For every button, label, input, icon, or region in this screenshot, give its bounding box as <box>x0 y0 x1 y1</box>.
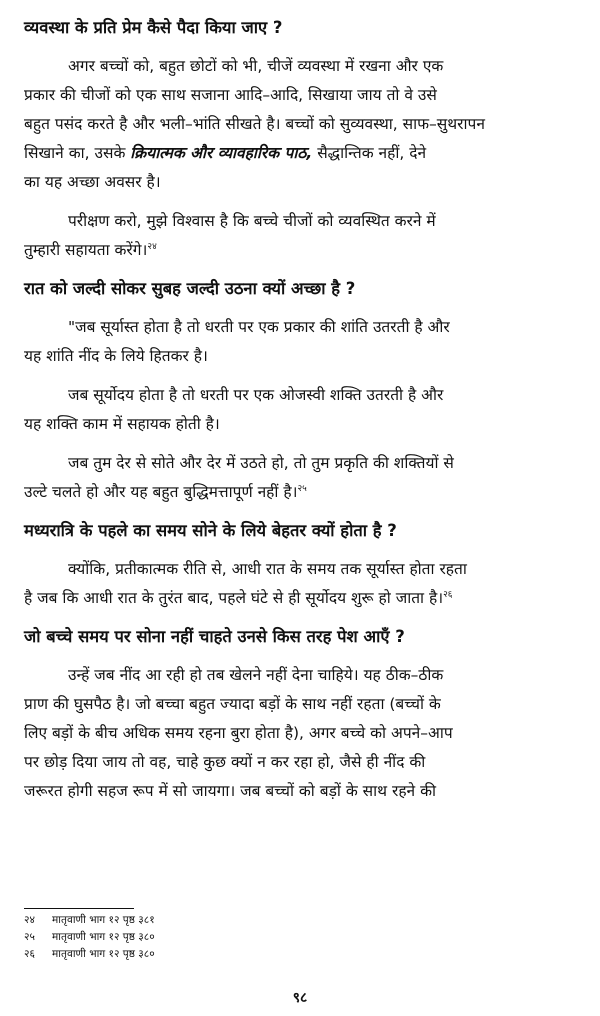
footnote <box>24 912 155 929</box>
text-line: लिए बड़ों के बीच अधिक समय रहना बुरा होता है), अगर बच्चे को अपने–आप <box>24 724 453 742</box>
text-line: पर छोड़ दिया जाय तो वह, चाहे कुछ क्यों न कर रहा हो, जैसे ही नींद की <box>24 753 426 771</box>
text-line: यह शक्ति काम में सहायक होती है। <box>24 415 220 433</box>
text-fragment: उल्टे चलते हो और यह बहुत बुद्धिमत्तापूर्ण नहीं है। <box>24 483 298 501</box>
footnote <box>24 929 155 946</box>
footnote <box>24 946 155 963</box>
section-heading: रात को जल्दी सोकर सुबह जल्दी उठना क्यों अच्छा है ? <box>24 279 356 298</box>
text-line: प्राण की घुसपैठ है। जो बच्चा बहुत ज्यादा बड़ों के साथ नहीं रहता (बच्चों के <box>24 695 441 713</box>
footnote-ref: २४ <box>147 241 157 252</box>
text-fragment: है जब कि आधी रात के तुरंत बाद, पहले घंटे से ही सूर्योदय शुरू हो जाता है। <box>24 589 444 607</box>
page-body <box>24 14 580 816</box>
footnotes <box>24 912 155 963</box>
text-fragment: तुम्हारी सहायता करेंगे। <box>24 241 148 259</box>
paragraph <box>24 555 580 613</box>
footnote-divider <box>24 908 134 909</box>
emphasized-text: क्रियात्मक और व्यावहारिक पाठ, <box>130 144 313 162</box>
text-line: प्रकार की चीजों को एक साथ सजाना आदि–आदि, सिखाया जाय तो वे उसे <box>24 86 437 104</box>
paragraph <box>24 52 580 197</box>
footnote-text: मातृवाणी भाग १२ पृष्ठ ३८० <box>52 931 155 943</box>
paragraph <box>24 449 580 507</box>
text-line: उन्हें जब नींद आ रही हो तब खेलने नहीं देना चाहिये। यह ठीक–ठीक <box>68 666 444 684</box>
paragraph <box>24 207 580 265</box>
page-number: ९८ <box>292 990 308 1006</box>
footnote-ref: २६ <box>443 589 453 600</box>
paragraph <box>24 661 580 806</box>
text-fragment: सिखाने का, उसके <box>24 144 131 162</box>
paragraph <box>24 313 580 371</box>
text-line: का यह अच्छा अवसर है। <box>24 173 161 191</box>
text-line: बहुत पसंद करते है और भली–भांति सीखते है। बच्चों को सुव्यवस्था, साफ–सुथरापन <box>24 115 485 133</box>
footnote-number: २४ <box>24 914 35 926</box>
text-fragment: सैद्धान्तिक नहीं, देने <box>312 144 427 162</box>
section-heading: व्यवस्था के प्रति प्रेम कैसे पैदा किया जाए ? <box>24 18 283 37</box>
text-line <box>24 236 580 265</box>
paragraph <box>24 381 580 439</box>
text-line: जरूरत होगी सहज रूप में सो जायगा। जब बच्चों को बड़ों के साथ रहने की <box>24 782 436 800</box>
footnote-text: मातृवाणी भाग १२ पृष्ठ ३८० <box>52 948 155 960</box>
text-line <box>24 584 580 613</box>
text-line: जब सूर्योदय होता है तो धरती पर एक ओजस्वी शक्ति उतरती है और <box>68 386 444 404</box>
text-line <box>24 139 580 168</box>
footnote-number: २६ <box>24 948 35 960</box>
text-line: परीक्षण करो, मुझे विश्वास है कि बच्चे चीजों को व्यवस्थित करने में <box>68 212 436 230</box>
text-line: यह शांति नींद के लिये हितकर है। <box>24 347 208 365</box>
text-line <box>24 478 580 507</box>
footnote-text: मातृवाणी भाग १२ पृष्ठ ३८१ <box>52 914 155 926</box>
footnote-number: २५ <box>24 931 35 943</box>
text-line: "जब सूर्यास्त होता है तो धरती पर एक प्रकार की शांति उतरती है और <box>68 318 450 336</box>
text-line: क्योंकि, प्रतीकात्मक रीति से, आधी रात के समय तक सूर्यास्त होता रहता <box>68 560 467 578</box>
footnote-ref: २५ <box>297 483 307 494</box>
section-heading: मध्यरात्रि के पहले का समय सोने के लिये बेहतर क्यों होता है ? <box>24 521 397 540</box>
text-line: अगर बच्चों को, बहुत छोटों को भी, चीजें व्यवस्था में रखना और एक <box>68 57 444 75</box>
text-line: जब तुम देर से सोते और देर में उठते हो, तो तुम प्रकृति की शक्तियों से <box>68 454 454 472</box>
section-heading: जो बच्चे समय पर सोना नहीं चाहते उनसे किस तरह पेश आएँ ? <box>24 627 405 646</box>
